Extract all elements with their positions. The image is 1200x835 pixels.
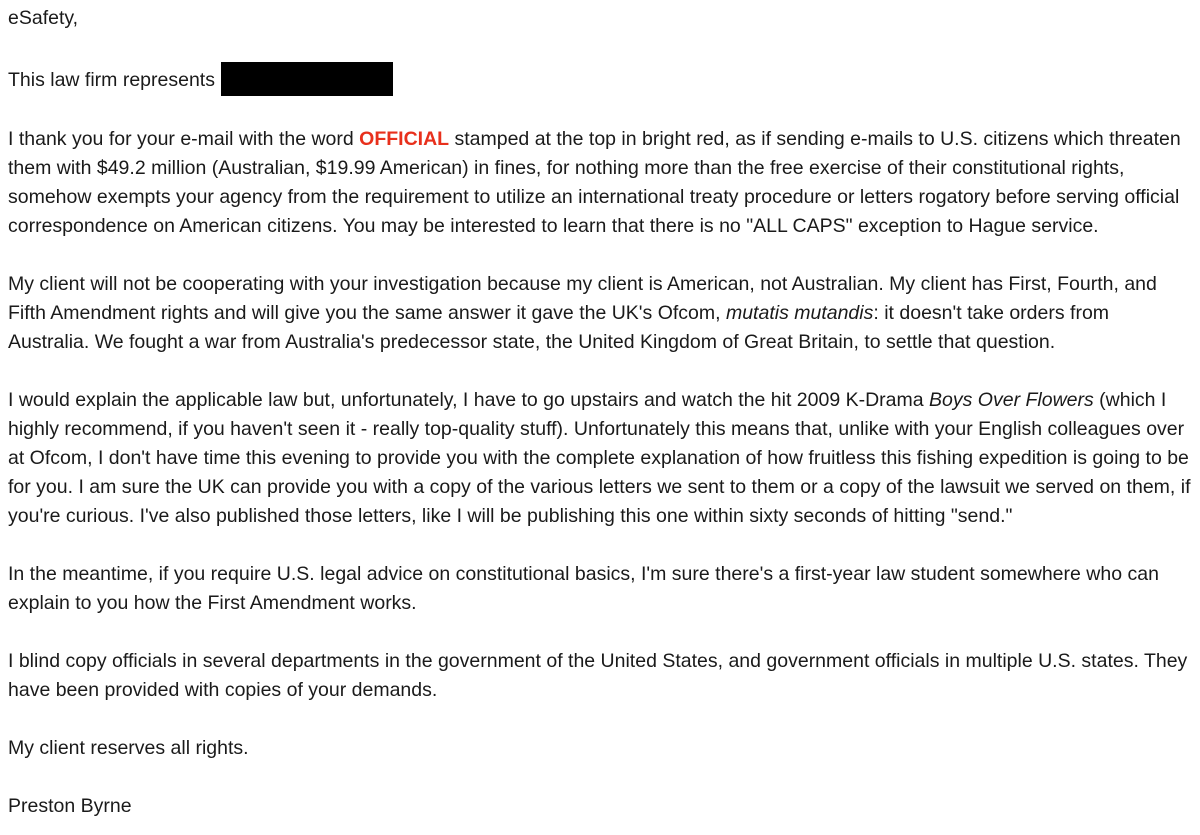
official-word: OFFICIAL (359, 128, 450, 150)
greeting: eSafety, (8, 7, 79, 29)
paragraph-cooperation-text-b: : it doesn't take orders from Australia. We fought a war from Australia's predecessor state, the United Kingdom of Great Britain, to settle that question. (8, 302, 1110, 353)
paragraph-kdrama (8, 386, 1194, 531)
paragraph-cooperation (8, 270, 1194, 357)
paragraph-official (8, 125, 1194, 241)
paragraph-blind-copy: I blind copy officials in several departments in the government of the United States, and government officials in multiple U.S. states. They have been provided with copies of your demands. (8, 650, 1188, 701)
paragraph-kdrama-text-b: (which I highly recommend, if you haven't seen it - really top-quality stuff). Unfortunately this means that, unlike with your English colleagues over at Ofcom, I don't have time this evening to provide you with the complete explanation of how fruitless this fishing expedition is going to be for you. I am sure the UK can provide you with a copy of the various letters we sent to them or a copy of the lawsuit we served on them, if you're curious. I've also published those letters, like I will be publishing this one within sixty seconds of hitting "send." (8, 389, 1191, 527)
intro-text: This law firm represents (8, 69, 215, 91)
paragraph-official-text-b: stamped at the top in bright red, as if sending e-mails to U.S. citizens which threaten them with $49.2 million (Australian, $19.99 American) in fines, for nothing more than the free exercise of their constitutional rights, somehow exempts your agency from the requirement to utilize an international treaty procedure or letters rogatory before serving official correspondence on American citizens. You may be interested to learn that there is no "ALL CAPS" exception to Hague service. (8, 128, 1181, 237)
email-body (8, 4, 1194, 821)
show-title: Boys Over Flowers (929, 389, 1094, 411)
signature: Preston Byrne (8, 795, 132, 817)
mutatis-mutandis-phrase: mutatis mutandis (725, 302, 874, 324)
paragraph-official-text-a: I thank you for your e-mail with the word (8, 128, 360, 150)
paragraph-meantime: In the meantime, if you require U.S. legal advice on constitutional basics, I'm sure there's a first-year law student somewhere who can explain to you how the First Amendment works. (8, 563, 1159, 614)
intro-paragraph (8, 62, 1194, 96)
paragraph-kdrama-text-a: I would explain the applicable law but, unfortunately, I have to go upstairs and watch the hit 2009 K-Drama (8, 389, 930, 411)
paragraph-cooperation-text-a: My client will not be cooperating with your investigation because my client is American, not Australian. My client has First, Fourth, and Fifth Amendment rights and will give you the same answer it gave the UK's Ofcom, (8, 273, 1157, 324)
redaction-box (221, 62, 393, 96)
paragraph-reserves-rights: My client reserves all rights. (8, 737, 249, 759)
